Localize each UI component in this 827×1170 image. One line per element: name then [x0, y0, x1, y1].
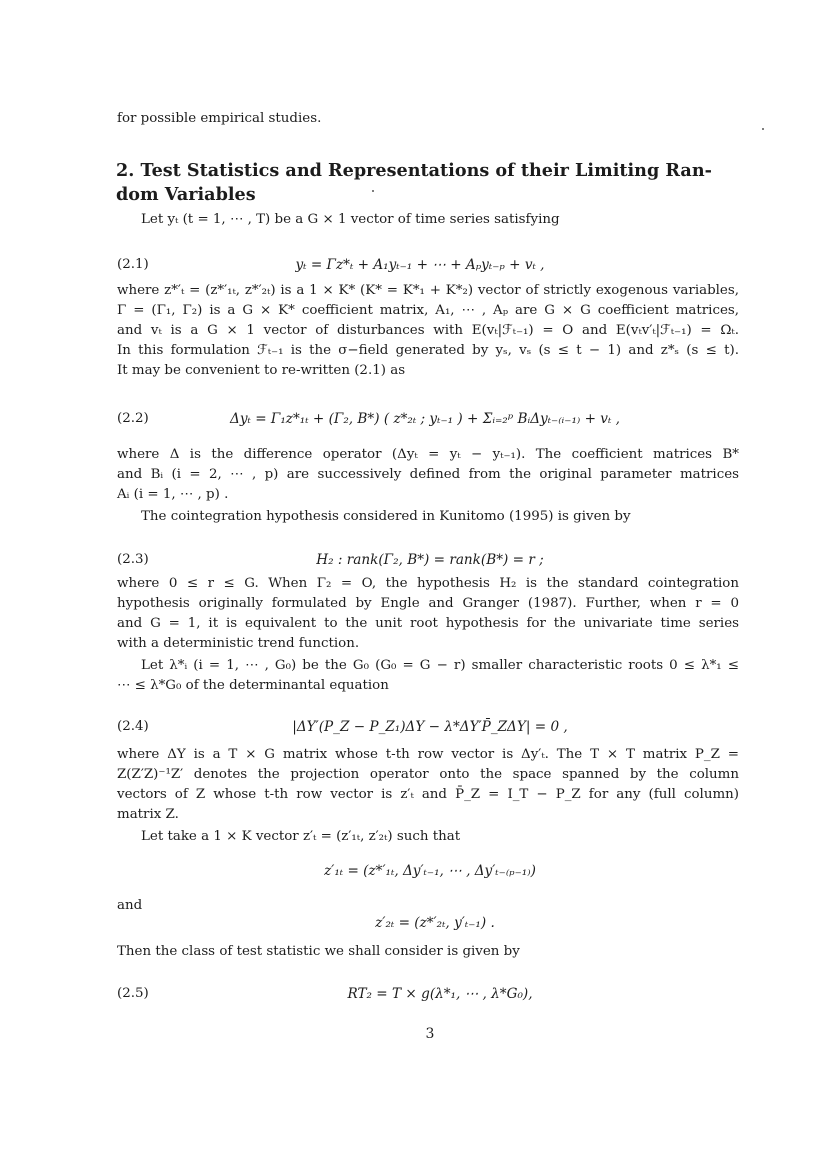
- paragraph-line: Z(Z′Z)⁻¹Z′ denotes the projection operator onto the space spanned by the column: [117, 767, 739, 782]
- paragraph-line: and vₜ is a G × 1 vector of disturbances with E(vₜ|ℱₜ₋₁) = O and E(vₜv′ₜ|ℱₜ₋₁) = Ωₜ.: [117, 323, 739, 338]
- equation-number-2-2: (2.2): [117, 411, 149, 426]
- paragraph-line: where ΔY is a T × G matrix whose t-th row vector is Δy′ₜ. The T × T matrix P_Z =: [117, 747, 739, 762]
- section-heading-line-1: 2. Test Statistics and Representations of their Limiting Ran-: [116, 160, 712, 181]
- word-and: and: [117, 898, 143, 913]
- equation-number-2-3: (2.3): [117, 552, 149, 567]
- scan-speck: [372, 190, 374, 192]
- scan-speck: [762, 128, 764, 130]
- paragraph-line: hypothesis originally formulated by Engle and Granger (1987). Further, when r = 0: [117, 596, 739, 611]
- equation-number-2-4: (2.4): [117, 719, 149, 734]
- paragraph-line: where Δ is the difference operator (Δyₜ = yₜ − yₜ₋₁). The coefficient matrices B*: [117, 447, 739, 462]
- paragraph-line: vectors of Z whose t-th row vector is z′ₜ and P̄_Z = I_T − P_Z for any (full column): [117, 787, 739, 802]
- equation-2-5: RT₂ = T × g(λ*₁, ⋯ , λ*G₀),: [347, 986, 533, 1002]
- paragraph-line: It may be convenient to re-written (2.1) as: [117, 363, 406, 378]
- paragraph-line: ⋯ ≤ λ*G₀ of the determinantal equation: [117, 678, 389, 693]
- page-number: 3: [425, 1026, 435, 1042]
- equation-2-3: H₂ : rank(Γ₂, B*) = rank(B*) = r ;: [316, 552, 544, 568]
- paragraph-vector-z: Let take a 1 × K vector z′ₜ = (z′₁ₜ, z′₂ₜ) such that: [141, 829, 461, 844]
- paragraph-line: where 0 ≤ r ≤ G. When Γ₂ = O, the hypothesis H₂ is the standard cointegration: [117, 576, 739, 591]
- paragraph-test-statistic: Then the class of test statistic we shall consider is given by: [117, 944, 520, 959]
- paragraph-line: with a deterministic trend function.: [117, 636, 360, 651]
- equation-2-2: Δyₜ = Γ₁z*₁ₜ + (Γ₂, B*) ( z*₂ₜ ; yₜ₋₁ ) + Σᵢ₌₂ᵖ BᵢΔyₜ₋₍ᵢ₋₁₎ + vₜ ,: [230, 411, 620, 427]
- paragraph-line: matrix Z.: [117, 807, 179, 822]
- paragraph-line: Let λ*ᵢ (i = 1, ⋯ , G₀) be the G₀ (G₀ = G − r) smaller characteristic roots 0 ≤ λ*₁ ≤: [141, 658, 739, 673]
- paragraph-line: and Bᵢ (i = 2, ⋯ , p) are successively defined from the original parameter matrices: [117, 467, 739, 482]
- equation-2-1: yₜ = Γz*ₜ + A₁yₜ₋₁ + ⋯ + Aₚyₜ₋ₚ + vₜ ,: [295, 257, 545, 273]
- intro-paragraph: Let yₜ (t = 1, ⋯ , T) be a G × 1 vector of time series satisfying: [141, 212, 560, 227]
- equation-z2t: z′₂ₜ = (z*′₂ₜ, y′ₜ₋₁) .: [375, 915, 495, 931]
- paragraph-line: In this formulation ℱₜ₋₁ is the σ−field generated by yₛ, vₛ (s ≤ t − 1) and z*ₛ (s ≤ t).: [117, 343, 739, 358]
- equation-number-2-5: (2.5): [117, 986, 149, 1001]
- section-heading-line-2: dom Variables: [116, 184, 256, 205]
- paragraph-line: where z*′ₜ = (z*′₁ₜ, z*′₂ₜ) is a 1 × K* (K* = K*₁ + K*₂) vector of strictly exogenous variables,: [117, 283, 739, 298]
- paragraph-line: and G = 1, it is equivalent to the unit root hypothesis for the univariate time series: [117, 616, 739, 631]
- paragraph-line: Aᵢ (i = 1, ⋯ , p) .: [117, 487, 229, 502]
- top-line: for possible empirical studies.: [117, 111, 322, 126]
- paragraph-line: Γ = (Γ₁, Γ₂) is a G × K* coefficient matrix, A₁, ⋯ , Aₚ are G × G coefficient matrices,: [117, 303, 739, 318]
- equation-z1t: z′₁ₜ = (z*′₁ₜ, Δy′ₜ₋₁, ⋯ , Δy′ₜ₋₍ₚ₋₁₎): [324, 863, 536, 879]
- paragraph-kunitomo: The cointegration hypothesis considered in Kunitomo (1995) is given by: [141, 509, 631, 524]
- equation-2-4: |ΔY′(P_Z − P_Z₁)ΔY − λ*ΔY′P̄_ZΔY| = 0 ,: [292, 719, 568, 735]
- equation-number-2-1: (2.1): [117, 257, 149, 272]
